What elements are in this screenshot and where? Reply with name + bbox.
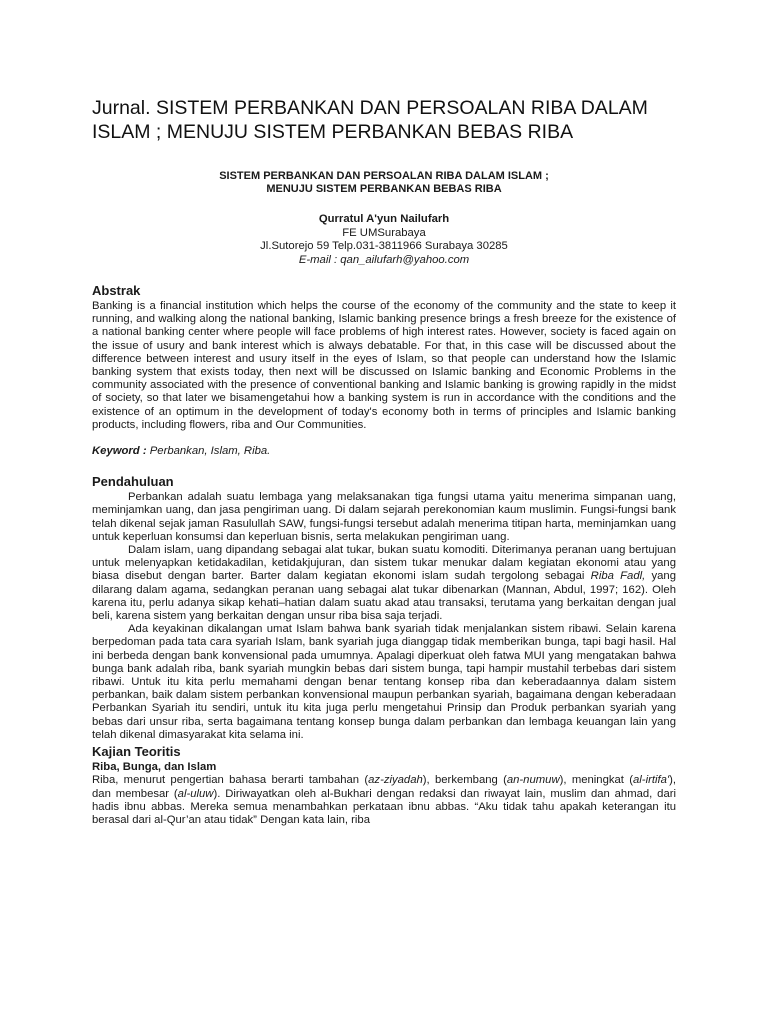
- author-block: [92, 213, 676, 267]
- kajian-text-a: Riba, menurut pengertian bahasa berarti tambahan (: [92, 774, 369, 787]
- pendahuluan-paragraph-2: [92, 544, 676, 623]
- kajian-term-3: al-irtifa': [633, 774, 670, 787]
- keywords: [92, 445, 676, 458]
- kajian-text-d: ), dan membesar (: [92, 774, 676, 800]
- pendahuluan-p2-text-b: yang dilarang dalam agama, sedangkan peranan uang sebagai alat tukar dibenarkan (Mannan, Abdul, 1997; 162). Oleh karena itu, perlu adanya sikap kehati–hatian dalam suatu akad atau transaksi, terutama yang berkaitan dengan jual beli, karena sistem yang berkaitan dengan unsur riba bisa saja terjadi.: [92, 570, 676, 623]
- pendahuluan-p2-text-a: Dalam islam, uang dipandang sebagai alat tukar, bukan suatu komoditi. Diterimanya peranan uang bertujuan untuk melenyapkan ketidakadilan, ketidakjujuran, dan sistem tukar menukar dalam kegiatan ekonomi atau yang biasa disebut dengan barter. Barter dalam kegiatan ekonomi islam sudah tergolong sebagai: [92, 544, 676, 583]
- author-affiliation: FE UMSurabaya: [342, 226, 426, 239]
- paper-title-line-2: MENUJU SISTEM PERBANKAN BEBAS RIBA: [266, 183, 502, 195]
- kajian-heading: Kajian Teoritis: [92, 744, 181, 760]
- pendahuluan-heading: Pendahuluan: [92, 474, 174, 490]
- kajian-subheading: Riba, Bunga, dan Islam: [92, 761, 217, 774]
- abstract-text: Banking is a financial institution which helps the course of the economy of the community and the state to keep it running, and walking along the national banking, Islamic banking presence brings a fresh breeze for the existence of a national banking center where people will face problems of high interest rates. However, society is faced again on the issue of usury and bank interest which is always debatable. For that, in this case will be discussed about the difference between interest and usury itself in the eyes of Islam, so that people can understand how the Islamic banking system that exists today, then next will be discussed on Islamic banking and Economic Problems in the community associated with the presence of conventional banking and Islamic banking is growing rapidly in the midst of society, so that later we bisamengetahui how a banking system is run in accordance with the conditions and the existence of an optimum in the development of today's economy both in terms of principles and Islamic banking products, including flowers, riba and Our Communities.: [92, 300, 676, 431]
- kajian-text-b: ), berkembang (: [422, 774, 507, 787]
- keywords-label: Keyword :: [92, 445, 147, 458]
- author-address: Jl.Sutorejo 59 Telp.031-3811966 Surabaya 30285: [260, 240, 508, 252]
- kajian-text-c: ), meningkat (: [559, 774, 634, 787]
- kajian-paragraph-1: [92, 774, 676, 827]
- kajian-term-2: an-numuw: [506, 774, 560, 787]
- keywords-value: Perbankan, Islam, Riba.: [149, 445, 271, 458]
- pendahuluan-p2-term: Riba Fadl,: [590, 570, 646, 583]
- document-page: [92, 0, 676, 827]
- author-name: Qurratul A'yun Nailufarh: [318, 213, 450, 225]
- kajian-text-e: ). Diriwayatkan oleh al-Bukhari dengan redaksi dan riwayat lain, muslim dan ahmad, dari hadis ibnu abbas. Mereka semua menambahkan perkataan ibnu abbas. “Aku tidak tahu apakah keterangan itu berasal dari al-Qur’an atau tidak” Dengan kata lain, riba: [92, 787, 676, 826]
- paper-title-line-1: SISTEM PERBANKAN DAN PERSOALAN RIBA DALAM ISLAM ;: [219, 170, 549, 182]
- abstract-heading: Abstrak: [92, 283, 141, 298]
- author-email: E-mail : qan_ailufarh@yahoo.com: [298, 253, 470, 266]
- kajian-term-4: al-uluw: [177, 787, 214, 800]
- pendahuluan-paragraph-3: Ada keyakinan dikalangan umat Islam bahwa bank syariah tidak menjalankan sistem ribawi. Selain karena berpedoman pada tata cara syariah Islam, bank syariah juga dianggap tidak memberikan bunga, tapi bagi hasil. Hal ini berbeda dengan bank konvensional pada umumnya. Apalagi diperkuat oleh fatwa MUI yang mengatakan bahwa bunga bank adalah riba, bank syariah mungkin bebas dari sistem bunga, tapi hampir mustahil terbebas dari sistem ribawi. Untuk itu kita perlu memahami dengan benar tentang konsep riba dan keberadaannya dalam sistem perbankan, baik dalam sistem perbankan konvensional maupun perbankan syariah, bagaimana dengan keberadaan Perbankan Syariah itu sendiri, untuk itu kita juga perlu mengetahui Prinsip dan Produk perbankan syariah yang bebas dari unsur riba, serta bagaimana tentang konsep bunga dalam perbankan dan lembaga keuangan lain yang telah dikenal dimasyarakat kita selama ini.: [92, 623, 676, 741]
- paper-title: [92, 170, 676, 196]
- pendahuluan-paragraph-1: Perbankan adalah suatu lembaga yang melaksanakan tiga fungsi utama yaitu menerima simpanan uang, meminjamkan uang, dan jasa pengiriman uang. Di dalam sejarah perekonomian kaum muslimin. Fungsi-fungsi bank telah dikenal sejak jaman Rasulullah SAW, fungsi-fungsi tersebut adalah menerima titipan harta, meminjamkan uang untuk keperluan konsumsi dan keperluan bisnis, serta melakukan pengiriman uang.: [92, 491, 676, 543]
- document-title: Jurnal. SISTEM PERBANKAN DAN PERSOALAN RIBA DALAM ISLAM ; MENUJU SISTEM PERBANKAN BEBAS RIBA: [92, 97, 648, 143]
- kajian-term-1: az-ziyadah: [368, 774, 423, 787]
